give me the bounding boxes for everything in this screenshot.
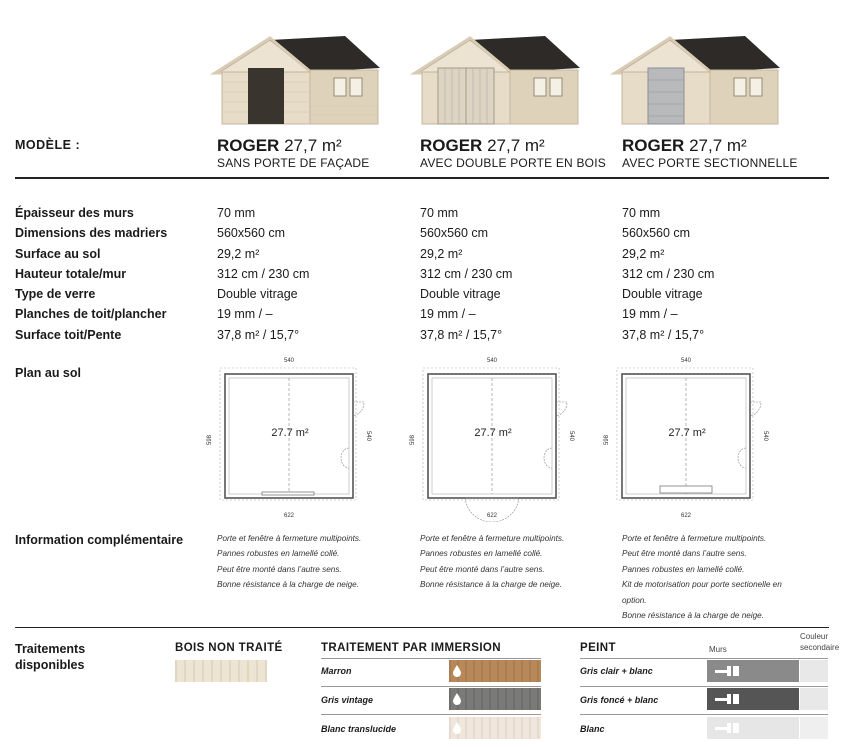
- header-divider: [15, 177, 829, 179]
- info-line: Pannes robustes en lamellé collé.: [217, 549, 340, 559]
- dim-top: 540: [283, 358, 295, 364]
- row-rule: [321, 714, 541, 715]
- floor-area: 27.7 m²: [271, 427, 309, 439]
- paint-secondary-swatch: [800, 717, 828, 739]
- extra-info-label: Information complémentaire: [15, 533, 184, 547]
- spec-values-2: [420, 203, 512, 345]
- info-line: Peut être monté dans l’autre sens.: [622, 549, 747, 559]
- model-name: ROGER: [622, 136, 685, 155]
- model-column-2: [420, 136, 606, 170]
- drop-icon: [453, 722, 461, 734]
- paint-header: PEINT: [580, 642, 616, 654]
- immersion-name: Blanc translucide: [321, 724, 397, 734]
- info-line: option.: [622, 595, 647, 605]
- extra-info-col-1: [217, 531, 407, 593]
- dim-right: 540: [568, 430, 574, 442]
- spec-value: 37,8 m² / 15,7°: [217, 327, 300, 342]
- paint-wall-swatch: [707, 688, 799, 710]
- paint-wall-swatch: [707, 660, 799, 682]
- extra-info-col-2: [420, 531, 610, 593]
- dim-bottom: 622: [680, 513, 692, 519]
- info-line: Peut être monté dans l’autre sens.: [217, 564, 342, 574]
- row-rule: [580, 658, 828, 659]
- dim-bottom: 622: [486, 513, 498, 519]
- model-size: 27,7 m²: [689, 136, 747, 155]
- row-rule: [580, 686, 828, 687]
- swatch-grain: [449, 717, 541, 739]
- model-size: 27,7 m²: [487, 136, 545, 155]
- garage-image-sectional-door: [610, 10, 790, 130]
- paint-secondary-swatch: [800, 660, 828, 682]
- model-size: 27,7 m²: [284, 136, 342, 155]
- row-rule: [580, 714, 828, 715]
- garage-image-open: [210, 10, 390, 130]
- dim-right: 540: [762, 430, 768, 442]
- secondary-label-line: secondaire: [800, 643, 840, 652]
- spec-value: 560x560 cm: [420, 226, 489, 241]
- secondary-label-line: Couleur: [800, 632, 829, 641]
- info-line: Pannes robustes en lamellé collé.: [420, 549, 543, 559]
- spec-value: 312 cm / 230 cm: [622, 266, 715, 281]
- paint-name: Gris foncé + blanc: [580, 695, 659, 705]
- secondary-color-label: [800, 631, 839, 653]
- spec-label: Surface au sol: [15, 246, 101, 261]
- spec-values-1: [217, 203, 309, 345]
- spec-value: 70 mm: [217, 206, 256, 220]
- dim-bottom: 622: [283, 513, 295, 519]
- model-column-1: [217, 136, 369, 170]
- paint-name: Gris clair + blanc: [580, 666, 653, 676]
- walls-label: Murs: [709, 645, 727, 654]
- spec-value: Double vitrage: [420, 287, 501, 302]
- model-subtitle: AVEC PORTE SECTIONNELLE: [622, 156, 798, 170]
- paint-brush-icon: [715, 693, 741, 705]
- spec-label: Hauteur totale/mur: [15, 266, 127, 281]
- model-column-3: [622, 136, 798, 170]
- paint-secondary-swatch: [800, 688, 828, 710]
- swatch-grain: [449, 688, 541, 710]
- spec-value: 312 cm / 230 cm: [217, 266, 310, 281]
- info-line: Porte et fenêtre à fermeture multipoints.: [622, 534, 767, 543]
- untreated-wood-swatch: [175, 660, 267, 682]
- untreated-header: BOIS NON TRAITÉ: [175, 642, 283, 654]
- info-line: Bonne résistance à la charge de neige.: [622, 611, 765, 621]
- spec-values-3: [622, 203, 714, 345]
- row-rule: [321, 658, 541, 659]
- dim-top: 540: [680, 358, 692, 364]
- spec-value: Double vitrage: [217, 287, 298, 302]
- model-subtitle: SANS PORTE DE FAÇADE: [217, 156, 370, 170]
- floor-plan-1: [200, 352, 380, 522]
- spec-value: 29,2 m²: [217, 246, 260, 261]
- model-subtitle: AVEC DOUBLE PORTE EN BOIS: [420, 156, 606, 170]
- treatments-label: [15, 641, 85, 673]
- info-line: Bonne résistance à la charge de neige.: [217, 580, 360, 590]
- treatments-divider: [15, 627, 829, 628]
- spec-label: Planches de toit/plancher: [15, 307, 167, 322]
- paint-name: Blanc: [580, 724, 605, 734]
- info-line: Porte et fenêtre à fermeture multipoints.: [217, 534, 362, 543]
- swatch-grain: [449, 660, 541, 682]
- immersion-swatch-blanc: [449, 717, 541, 739]
- info-line: Peut être monté dans l’autre sens.: [420, 564, 545, 574]
- spec-labels: [15, 203, 167, 345]
- paint-brush-icon: [715, 665, 741, 677]
- floor-plan-2: [403, 352, 583, 522]
- immersion-swatch-gris-vintage: [449, 688, 541, 710]
- spec-label: Dimensions des madriers: [15, 226, 168, 241]
- dim-top: 540: [486, 358, 498, 364]
- spec-value: 560x560 cm: [217, 226, 286, 241]
- spec-value: 29,2 m²: [420, 246, 463, 261]
- info-line: Porte et fenêtre à fermeture multipoints.: [420, 534, 565, 543]
- info-line: Kit de motorisation pour porte sectionelle en: [622, 580, 782, 590]
- floor-area: 27.7 m²: [474, 427, 512, 439]
- info-line: Bonne résistance à la charge de neige.: [420, 580, 563, 590]
- drop-icon: [453, 665, 461, 677]
- dim-left: 598: [604, 434, 610, 446]
- model-name: ROGER: [420, 136, 483, 155]
- model-label: MODÈLE :: [15, 138, 81, 152]
- spec-value: 19 mm / –: [622, 307, 678, 322]
- spec-value: 37,8 m² / 15,7°: [622, 327, 705, 342]
- spec-value: 29,2 m²: [622, 246, 665, 261]
- extra-info-col-3: [622, 531, 822, 623]
- immersion-name: Marron: [321, 666, 352, 676]
- paint-wall-swatch: [707, 717, 799, 739]
- garage-image-double-door: [410, 10, 590, 130]
- treatments-label-line: Traitements: [15, 642, 86, 656]
- floor-plan-label: Plan au sol: [15, 366, 81, 380]
- spec-value: 70 mm: [420, 206, 459, 220]
- paint-brush-icon: [715, 722, 741, 734]
- spec-value: 312 cm / 230 cm: [420, 266, 513, 281]
- spec-label: Épaisseur des murs: [15, 206, 134, 220]
- immersion-header: TRAITEMENT PAR IMMERSION: [321, 642, 501, 654]
- immersion-swatch-marron: [449, 660, 541, 682]
- spec-label: Type de verre: [15, 287, 96, 302]
- immersion-name: Gris vintage: [321, 695, 374, 705]
- spec-value: 560x560 cm: [622, 226, 691, 241]
- drop-icon: [453, 693, 461, 705]
- spec-value: 37,8 m² / 15,7°: [420, 327, 503, 342]
- row-rule: [321, 686, 541, 687]
- dim-right: 540: [365, 430, 371, 442]
- spec-value: 19 mm / –: [420, 307, 476, 322]
- dim-left: 598: [207, 434, 213, 446]
- spec-value: 19 mm / –: [217, 307, 273, 322]
- spec-label: Surface toit/Pente: [15, 327, 122, 342]
- spec-value: Double vitrage: [622, 287, 703, 302]
- floor-plan-3: [597, 352, 777, 522]
- dim-left: 598: [410, 434, 416, 446]
- info-line: Pannes robustes en lamellé collé.: [622, 564, 745, 574]
- model-name: ROGER: [217, 136, 280, 155]
- spec-value: 70 mm: [622, 206, 661, 220]
- treatments-label-line: disponibles: [15, 658, 85, 672]
- floor-area: 27.7 m²: [668, 427, 706, 439]
